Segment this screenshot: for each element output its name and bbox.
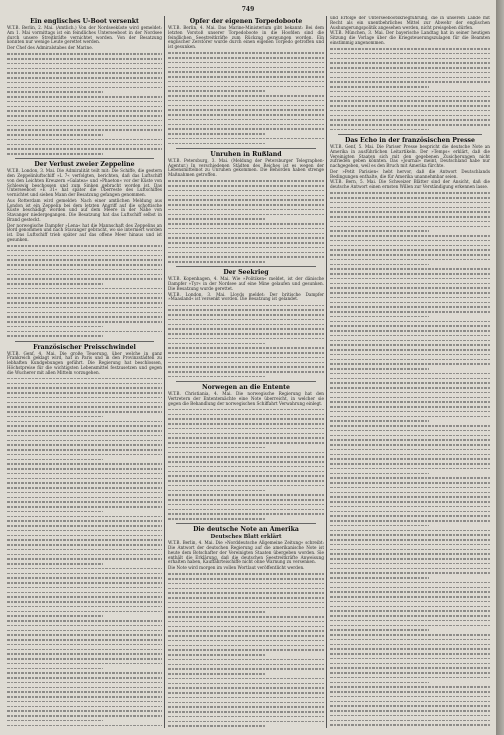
article-body-print xyxy=(168,51,324,146)
article-body-print xyxy=(330,47,490,133)
text-line xyxy=(7,152,162,157)
article-headline: Opfer der eigenen Torpedoboote xyxy=(189,18,303,25)
column-2 xyxy=(168,16,324,728)
article-paragraph: W.T.B. München, 3. Mai. Der bayerische Landtag hat in seiner heutigen Sitzung die Vorlage über die Kriegsteuerungszulagen für die Beamten einstimmig angenommen. xyxy=(330,30,490,45)
column-1 xyxy=(7,16,162,728)
text-line xyxy=(168,260,324,265)
book-page-edge xyxy=(496,0,504,735)
column-continuation-print xyxy=(330,267,490,728)
article-separator xyxy=(176,523,316,524)
article-separator xyxy=(15,341,154,342)
article-paragraph: Der Chef des Admiralstabes der Marine. xyxy=(7,45,94,50)
article-paragraph: Der norwegische Dampfer »Lena« hat die Mannschaft des Zeppelins an Bord genommen und nach Stavanger gebracht, wo sie interniert worden ist. Das Luftschiff trieb später auf das offene Meer hinaus und ist gesunken. xyxy=(7,222,162,242)
article-paragraph: W.T.B. Christiania, 4. Mai. Die norwegische Regierung hat den Vertretern der Ententemächte eine Note überreicht, in welcher sie gegen die Behandlung der norwegischen Schiffahrt Verwahrung einlegt. xyxy=(168,391,324,406)
article-headline: Französischer Preisschwindel xyxy=(33,343,136,351)
column-continuation-print xyxy=(168,676,324,728)
page-number: 749 xyxy=(241,6,255,13)
text-line xyxy=(330,127,490,132)
column-continuation-print xyxy=(7,462,162,728)
text-line xyxy=(168,141,324,146)
article-separator xyxy=(338,134,482,135)
column-rule xyxy=(164,16,165,728)
article-paragraph: W.T.B. London, 3. Mai. Lloyds meldet: Der britische Dampfer »Maasland« ist versenkt worden. Die Besatzung ist gelandet. xyxy=(168,291,324,302)
article-paragraph: W.T.B. Genf, 5. Mai. Die Pariser Presse bespricht die deutsche Note an Amerika in ausführlichen Leitartikeln. Der »Temps« erklärt, daß die Vereinigten Staaten sich mit den gegebenen Zusicherungen nicht zufrieden geben könnten. Das »Journal« meint, Deutschland habe nur nachgegeben, weil es den Bruch mit Amerika fürchte. xyxy=(330,144,490,168)
article-body-print xyxy=(168,303,324,379)
article-subheadline: Deutsches Blatt erklärt xyxy=(210,534,282,541)
text-line xyxy=(330,728,490,729)
article-paragraph: W.T.B. Berlin, 4. Mai. Das Marine-Ministerium gibt bekannt: Bei dem letzten Vorstoß unserer Torpedoboote in die Hoofden sind die feindlichen Seestreitkräfte zum Rückzug gezwungen worden. Ein englischer Zerstörer wurde durch einen eigenen Torpedo getroffen und ist gesunken. xyxy=(168,25,324,49)
article-body-print xyxy=(168,179,324,265)
article-paragraph: Aus Rotterdam wird gemeldet: Nach einer amtlichen Meldung aus London ist ein Zeppelin bei dem letzten Angriff auf die schottische Küste beschädigt worden und auf dem Meere in der Nähe von Stavanger niedergegangen. Die Besatzung hat das Luftschiff selbst in Brand gesteckt. xyxy=(7,197,162,222)
article-body-print xyxy=(330,191,490,267)
article-separator xyxy=(15,158,154,159)
article-paragraph: und Erfolge der Unterseebootskriegführung, die in unserem Lande mit Recht als ein unentbehrliches Mittel zur Abwehr der englischen Aushungerungspolitik angesehen werden, nicht preisgeben dürfen. xyxy=(330,16,490,30)
article-paragraph: W.T.B. Berlin, 4. Mai. Die »Norddeutsche Allgemeine Zeitung« schreibt: Die Antwort der deutschen Regierung auf die amerikanische Note ist heute dem Botschafter der Vereinigten Staaten übergeben worden. Sie enthält die Erklärung, daß die deutschen Seestreitkräfte Anweisung erhalten haben, Kauffahrteischiffe nicht ohne Warnung zu versenken. xyxy=(168,540,324,565)
article-separator xyxy=(176,148,316,149)
article-headline: Norwegen an die Entente xyxy=(202,384,290,391)
article-headline: Der Verlust zweier Zeppeline xyxy=(34,161,135,169)
article-headline: Unruhen in Rußland xyxy=(210,150,282,158)
article-paragraph: W.T.B. Petersburg, 3. Mai. (Meldung der Petersburger Telegraphen-Agentur.) In verschiedenen Städten des Reiches ist es wegen der Lebensmittelnot zu Unruhen gekommen. Die Behörden haben strenge Maßnahmen getroffen. xyxy=(168,157,324,177)
article-paragraph: W.T.B. Genf, 4. Mai. Die große Teuerung, über welche in ganz Frankreich geklagt wird, hat in Paris und in den Provinzstädten zu lebhaften Kundgebungen geführt. Die Regierung hat beschlossen, Höchstpreise für die wichtigsten Lebensmittel festzusetzen und gegen die Wucherer mit allen Mitteln vorzugehen. xyxy=(7,350,162,375)
column-rule xyxy=(326,16,327,728)
article-paragraph: Die Note wird morgen im vollen Wortlaut veröffentlicht werden. xyxy=(168,565,305,570)
article-paragraph: W.T.B. Berlin, 2. Mai. (Amtlich.) Von der Nordseeküste wird gemeldet: Am 1. Mai vormittags ist ein feindliches Unterseeboot in der Nordsee durch unsere Streitkräfte vernichtet worden. Von der Besatzung konnten nur wenige Leute gerettet werden. xyxy=(7,25,162,45)
text-line xyxy=(168,724,324,728)
text-line xyxy=(168,517,324,522)
column-3 xyxy=(330,16,490,728)
article-separator xyxy=(176,381,316,382)
article-headline: Das Echo in der französischen Presse xyxy=(345,137,475,144)
article-separator xyxy=(176,266,316,267)
article-body-print xyxy=(7,244,162,339)
article-paragraph: W.T.B. Bern, 5. Mai. Die Schweizer Blätter sind der Ansicht, daß die deutsche Antwort einen ernsten Willen zur Verständigung erkennen lasse. xyxy=(330,179,490,189)
article-body-print xyxy=(168,572,324,677)
article-headline: Die deutsche Note an Amerika xyxy=(193,526,299,534)
text-line xyxy=(168,374,324,379)
article-paragraph: Der »Petit Parisien« hebt hervor, daß die Antwort Deutschlands Bedingungen enthalte, die für Amerika unannehmbar seien. xyxy=(330,168,490,179)
article-headline: Der Seekrieg xyxy=(223,269,269,277)
text-line xyxy=(7,334,162,339)
article-body-print xyxy=(7,52,162,157)
article-paragraph: W.T.B. Kopenhagen, 4. Mai. Wie »Politiken« meldet, ist der dänische Dampfer »Tyr« in der Nordsee auf eine Mine gelaufen und gesunken. Die Besatzung wurde gerettet. xyxy=(168,276,324,291)
article-headline: Ein englisches U-Boot versenkt xyxy=(30,18,139,25)
article-body-print xyxy=(168,407,324,521)
article-paragraph: W.T.B. London, 3. Mai. Die Admiralität teilt mit: Die Schiffe, die gestern den Zeppelinluftschiff »L 7« verfolgten, berichten, daß das Luftschiff von den Leichten Kreuzern »Galatea« und »Phaeton« vor der Küste von Schleswig beschossen und zum Sinken gebracht worden ist. Das Unterseeboot »E 31« hat später die Überreste des Luftschiffes vernichtet und sieben Mann der Besatzung gefangen genommen. xyxy=(7,168,162,197)
article-body-print xyxy=(7,376,162,462)
